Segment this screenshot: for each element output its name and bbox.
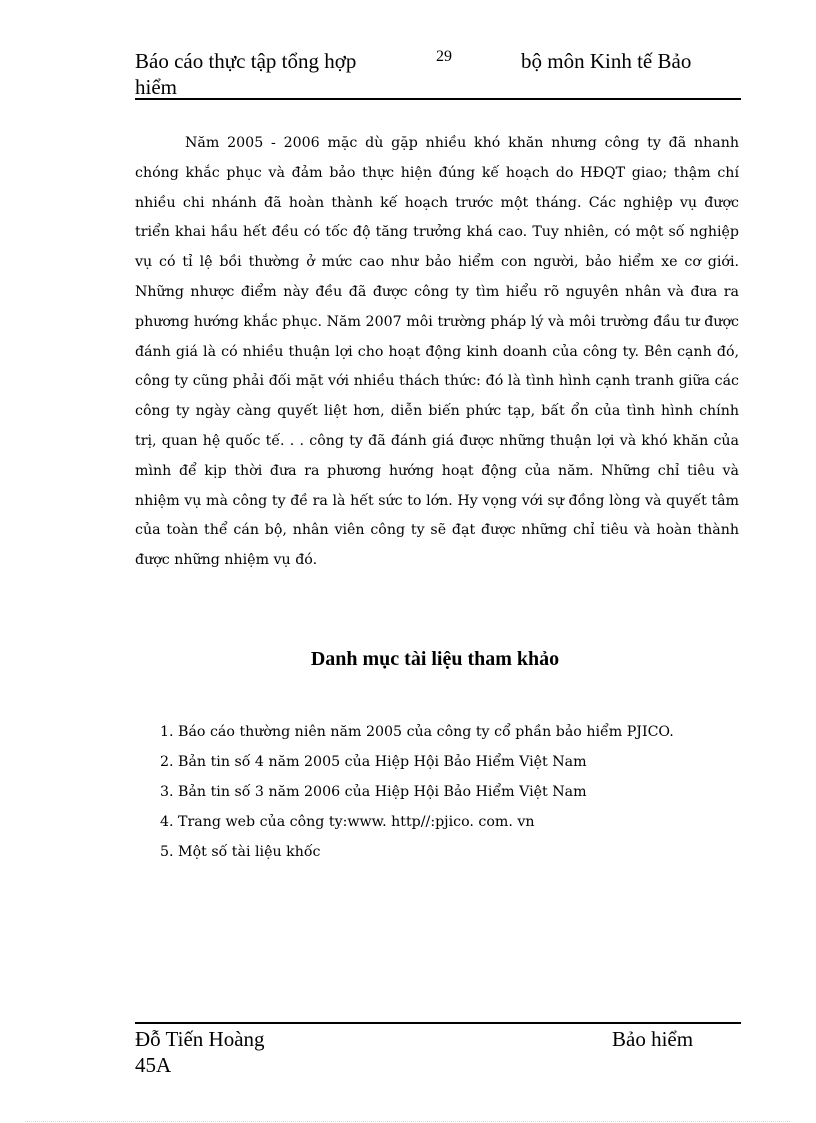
reference-item: 1. Báo cáo thường niên năm 2005 của công ty cổ phần bảo hiểm PJICO. bbox=[160, 724, 674, 740]
reference-item: 4. Trang web của công ty:www. http//:pjico. com. vn bbox=[160, 814, 535, 830]
header-title-right: bộ môn Kinh tế Bảo bbox=[521, 49, 692, 73]
footer-divider bbox=[135, 1022, 741, 1024]
footer-author bbox=[135, 1026, 295, 1078]
reference-item: 5. Một số tài liệu khốc bbox=[160, 844, 321, 860]
references-list bbox=[160, 717, 740, 867]
reference-item: 2. Bản tin số 4 năm 2005 của Hiệp Hội Bảo Hiểm Việt Nam bbox=[160, 754, 587, 770]
reference-item: 3. Bản tin số 3 năm 2006 của Hiệp Hội Bảo Hiểm Việt Nam bbox=[160, 784, 587, 800]
body-paragraph: Năm 2005 - 2006 mặc dù gặp nhiều khó khăn nhưng công ty đã nhanh chóng khắc phục và đảm bảo thực hiện đúng kế hoạch do HĐQT giao; thậm chí nhiều chi nhánh đã hoàn thành kế hoạch trước một tháng. Các nghiệp vụ được triển khai hầu hết đều có tốc độ tăng trưởng khá cao. Tuy nhiên, có một số nghiệp vụ có tỉ lệ bồi thường ở mức cao như bảo hiểm con người, bảo hiểm xe cơ giới. Những nhược điểm này đều đã được công ty tìm hiểu rõ nguyên nhân và đưa ra phương hướng khắc phục. Năm 2007 môi trường pháp lý và môi trường đầu tư được đánh giá là có nhiều thuận lợi cho hoạt động kinh doanh của công ty. Bên cạnh đó, công ty cũng phải đối mặt với nhiều thách thức: đó là tình hình cạnh tranh giữa các công ty ngày càng quyết liệt hơn, diễn biến phức tạp, bất ổn của tình hình chính trị, quan hệ quốc tế. . . công ty đã đánh giá được những thuận lợi và khó khăn của mình để kịp thời đưa ra phương hướng hoạt động của năm. Những chỉ tiêu và nhiệm vụ mà công ty đề ra là hết sức to lớn. Hy vọng với sự đồng lòng và quyết tâm của toàn thể cán bộ, nhân viên công ty sẽ đạt được những chỉ tiêu và hoàn thành được những nhiệm vụ đó. bbox=[135, 135, 739, 569]
page-edge-divider bbox=[25, 1121, 790, 1122]
footer-author-text: Đỗ Tiến Hoàng 45A bbox=[135, 1027, 265, 1077]
header-divider bbox=[135, 98, 741, 100]
references-heading: Danh mục tài liệu tham khảo bbox=[310, 648, 560, 670]
footer-department: Bảo hiểm bbox=[612, 1027, 694, 1051]
header-title-left: Báo cáo thực tập tổng hợp hiểm bbox=[135, 49, 357, 99]
page-number: 29 bbox=[436, 48, 452, 65]
